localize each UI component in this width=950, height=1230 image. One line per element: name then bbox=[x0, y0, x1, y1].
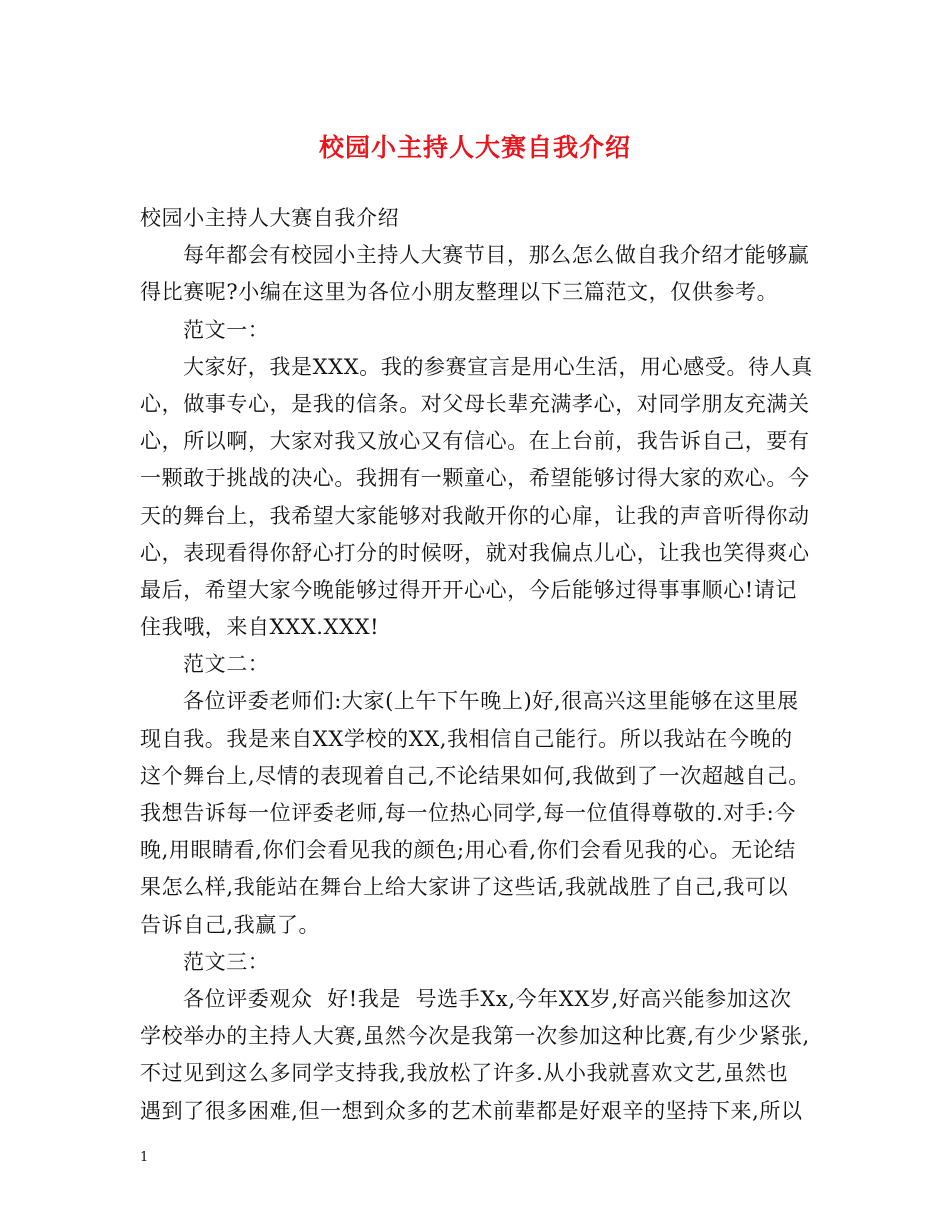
body-line: 心，做事专心，是我的信条。对父母长辈充满孝心，对同学朋友充满关 bbox=[140, 391, 810, 416]
body-line: 这个舞台上,尽情的表现着自己,不论结果如何,我做到了一次超越自己。 bbox=[140, 763, 810, 788]
section-heading-2: 范文二： bbox=[183, 652, 270, 677]
body-line: 遇到了很多困难,但一想到众多的艺术前辈都是好艰辛的坚持下来,所以 bbox=[140, 1098, 803, 1123]
body-line: 现自我。我是来自XX学校的XX,我相信自己能行。所以我站在今晚的 bbox=[140, 726, 793, 751]
body-line: 心，表现看得你舒心打分的时候呀，就对我偏点儿心，让我也笑得爽心 bbox=[140, 540, 810, 565]
body-line: 各位评委老师们:大家(上午下午晚上)好,很高兴这里能够在这里展 bbox=[183, 689, 799, 714]
body-line: 最后，希望大家今晚能够过得开开心心，今后能够过得事事顺心!请记 bbox=[140, 577, 798, 602]
subtitle-line: 校园小主持人大赛自我介绍 bbox=[140, 206, 400, 230]
page-number: 1 bbox=[140, 1150, 149, 1165]
body-line: 告诉自己,我赢了。 bbox=[140, 912, 321, 937]
section-heading-1: 范文一： bbox=[183, 317, 270, 342]
body-line: 不过见到这么多同学支持我,我放松了许多.从小我就喜欢文艺,虽然也 bbox=[140, 1061, 789, 1086]
body-line: 大家好，我是XXX。我的参赛宣言是用心生活，用心感受。待人真 bbox=[183, 354, 813, 379]
body-line: 我想告诉每一位评委老师,每一位热心同学,每一位值得尊敬的.对手:今 bbox=[140, 801, 796, 825]
body-line: 学校举办的主持人大赛,虽然今次是我第一次参加这种比赛,有少少紧张, bbox=[140, 1024, 810, 1049]
body-line: 天的舞台上，我希望大家能够对我敞开你的心扉，让我的声音听得你动 bbox=[140, 503, 810, 528]
body-line: 得比赛呢?小编在这里为各位小朋友整理以下三篇范文，仅供参考。 bbox=[140, 280, 779, 305]
body-line: 每年都会有校园小主持人大赛节目，那么怎么做自我介绍才能够赢 bbox=[183, 243, 810, 268]
body-line: 各位评委观众 好!我是 号选手Xx,今年XX岁,好高兴能参加这次 bbox=[183, 986, 792, 1011]
body-line: 晚,用眼睛看,你们会看见我的颜色;用心看,你们会看见我的心。无论结 bbox=[140, 838, 796, 863]
section-heading-3: 范文三： bbox=[183, 949, 270, 974]
body-line: 一颗敢于挑战的决心。我拥有一颗童心，希望能够讨得大家的欢心。今 bbox=[140, 466, 810, 491]
body-line: 果怎么样,我能站在舞台上给大家讲了这些话,我就战胜了自己,我可以 bbox=[140, 875, 789, 900]
body-line: 心，所以啊，大家对我又放心又有信心。在上台前，我告诉自己，要有 bbox=[140, 429, 810, 454]
page-title: 校园小主持人大赛自我介绍 bbox=[318, 133, 631, 162]
body-line: 住我哦，来自XXX.XXX! bbox=[140, 615, 380, 640]
document-body bbox=[140, 200, 830, 1130]
